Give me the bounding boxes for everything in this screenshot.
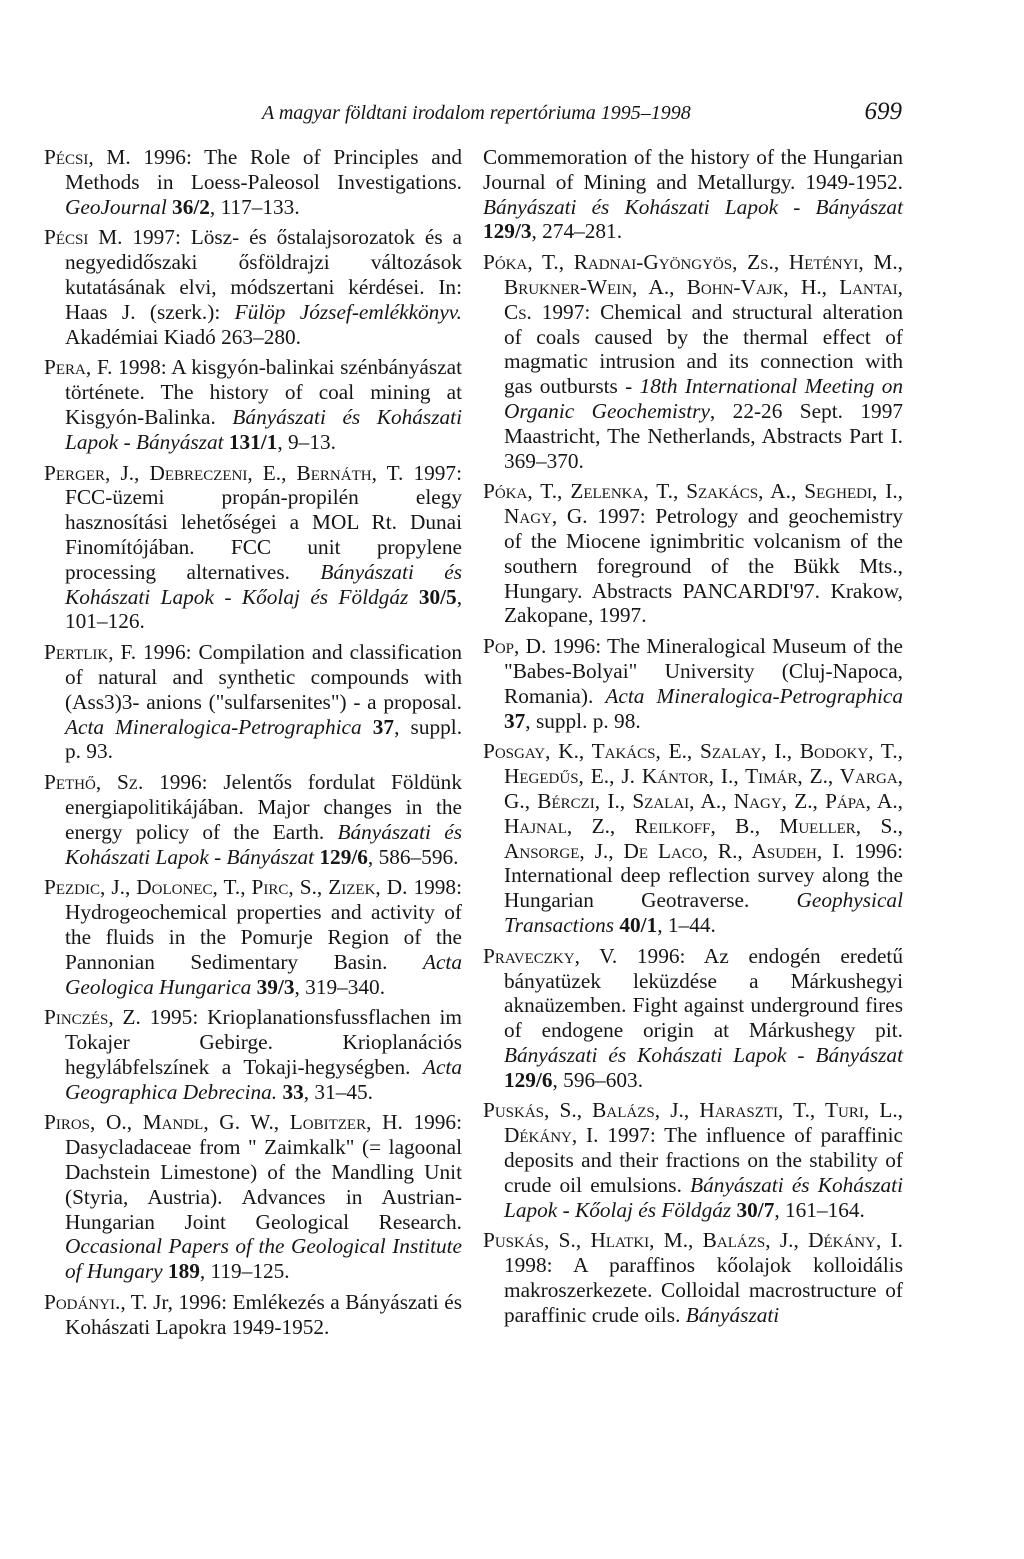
bibliography-entry <box>44 1110 462 1284</box>
bibliography-entry <box>44 1290 462 1340</box>
entry-authors: Pinczés, Z. <box>44 1005 141 1030</box>
running-title: A magyar földtani irodalom repertóriuma 1995–1998 <box>262 102 691 124</box>
entry-volume: 39/3 <box>251 974 295 999</box>
bibliography-entry <box>483 250 903 473</box>
entry-authors: Póka, T., Radnai-Gyöngyös, Zs., Hetényi, M., Brukner-Wein, A., Bohn-Vajk, H., Lantai, Cs. <box>483 250 903 324</box>
entry-journal: Bányászati és Kohászati Lapok - Bányászat <box>504 1042 903 1067</box>
entry-volume: 129/3 <box>483 219 532 244</box>
entry-journal: GeoJournal <box>65 194 167 219</box>
entry-pages: , 274–281. <box>531 219 623 244</box>
bibliography-entry <box>44 875 462 999</box>
entry-pages: , 9–13. <box>277 429 336 454</box>
entry-pages: , 119–125. <box>199 1259 290 1284</box>
right-column <box>483 145 903 1334</box>
entry-text: 1998: A paraffinos kőolajok kolloidális makroszerkezete. Colloidal macrostructure of paraffinic crude oils. <box>504 1253 903 1327</box>
entry-journal: Acta Geographica Debrecina. <box>65 1054 462 1104</box>
entry-pages: , 101–126. <box>65 584 463 634</box>
entry-pages: , suppl. p. 98. <box>525 708 641 733</box>
bibliography-entry <box>44 1005 462 1104</box>
entry-authors: Pécsi, M. <box>44 145 131 169</box>
entry-volume: 189 <box>162 1259 200 1284</box>
entry-volume: 131/1 <box>223 429 278 454</box>
entry-text: 1996: Dasycladaceae from " Zaimkalk" (= lagoonal Dachstein Limestone) of the Mandling Unit (Styria, Austria). Advances in Austrian-Hungarian Joint Geological Research. <box>65 1110 462 1234</box>
entry-volume: 37 <box>361 714 395 739</box>
entry-authors: Pethő, Sz. <box>44 770 144 795</box>
bibliography-entry <box>44 225 462 349</box>
entry-text: 1997: The influence of paraffinic deposits and their fractions on the stability of crude oil emulsions. <box>504 1123 903 1197</box>
entry-text: Commemoration of the history of the Hungarian Journal of Mining and Metallurgy. 1949-1952. <box>483 145 903 194</box>
entry-volume: 129/6 <box>504 1067 553 1092</box>
entry-text: 1996: The Role of Principles and Methods in Loess-Paleosol Investigations. <box>65 145 462 194</box>
bibliography-entry <box>483 634 903 733</box>
entry-pages: , 161–164. <box>774 1197 865 1222</box>
entry-authors: Póka, T., Zelenka, T., Szakács, A., Seghedi, I., Nagy, G. <box>483 479 903 529</box>
entry-journal: Acta Geologica Hungarica <box>65 949 462 999</box>
entry-text: 1996: Az endogén eredetű bányatüzek leküzdése a Márkushegyi aknaüzemben. Fight against underground fires of endogene origin at Márkushegy pit. <box>504 943 903 1043</box>
bibliography-entry <box>44 145 462 219</box>
entry-text: 1997: Chemical and structural alteration of coals caused by the thermal effect of magmatic intrusion and its connection with gas outbursts - <box>504 299 903 399</box>
entry-journal: Bányászati <box>685 1302 780 1327</box>
entry-authors: Pezdic, J., Dolonec, T., Pirc, S., Zizek, D. <box>44 875 408 900</box>
entry-pages: , 31–45. <box>303 1079 373 1104</box>
entry-text: 1997: FCC-üzemi propán-propilén elegy hasznosítási lehetőségei a MOL Rt. Dunai Finomítójában. FCC unit propylene processing alternatives. <box>65 460 462 584</box>
entry-authors: Praveczky, V. <box>483 943 618 968</box>
entry-pages: , 1–44. <box>657 912 716 937</box>
bibliography-entry <box>44 770 462 869</box>
entry-journal: Geophysical Transactions <box>504 888 903 937</box>
entry-journal: Bányászati és Kohászati Lapok - Kőolaj és Földgáz <box>504 1172 903 1222</box>
entry-text: Jr, 1996: Emlékezés a Bányászati és Kohászati Lapokra 1949-1952. <box>65 1290 462 1339</box>
entry-volume: 33 <box>277 1079 304 1104</box>
bibliography-entry <box>483 739 903 937</box>
entry-volume: 30/7 <box>731 1197 775 1222</box>
entry-text: 1997: Lösz- és őstalajsorozatok és a negyedidőszaki ősföldrajzi változások kutatásának elvi, módszertani kérdései. In: Haas J. (szerk.): <box>65 225 462 324</box>
entry-pages: , 596–603. <box>552 1067 644 1092</box>
entry-authors: Pécsi M. <box>44 225 123 250</box>
entry-authors: Puskás, S., Balázs, J., Haraszti, T., Turi, L., Dékány, I. <box>483 1098 903 1148</box>
bibliography-entry <box>483 1098 903 1222</box>
entry-authors: Piros, O., Mandl, G. W., Lobitzer, H. <box>44 1110 403 1135</box>
entry-text: 1995: Krioplanationsfussflachen im Tokajer Gebirge. Krioplanációs hegylábfelszínek a Tokaji-hegységben. <box>65 1005 463 1079</box>
entry-authors: Podányi., T. <box>44 1290 148 1315</box>
bibliography-entry <box>483 944 903 1093</box>
entry-pages: , 117–133. <box>209 194 300 219</box>
entry-authors: Perger, J., Debreczeni, E., Bernáth, T. <box>44 460 404 485</box>
entry-volume: 129/6 <box>314 844 368 869</box>
page-number: 699 <box>864 98 902 125</box>
entry-volume: 30/5 <box>408 584 457 609</box>
entry-text: 1996: Jelentős fordulat Földünk energiapolitikájában. Major changes in the energy policy of the Earth. <box>65 770 462 844</box>
entry-journal: Bányászati és Kohászati Lapok - Bányászat <box>65 819 462 869</box>
entry-volume: 40/1 <box>614 912 658 937</box>
entry-pages: , 319–340. <box>294 974 386 999</box>
bibliography-entry <box>44 355 462 454</box>
entry-text: 1998: A kisgyón-balinkai szénbányászat története. The history of coal mining at Kisgyón-Balinka. <box>65 355 462 429</box>
bibliography-entry <box>483 1228 903 1327</box>
entry-pages: , 586–596. <box>367 844 459 869</box>
entry-text: 1996: The Mineralogical Museum of the "Babes-Bolyai" University (Cluj-Napoca, Romania). <box>504 634 903 708</box>
entry-pages: , suppl. p. 93. <box>65 714 463 764</box>
entry-pages: Akadémiai Kiadó 263–280. <box>65 324 301 349</box>
entry-authors: Pera, F. <box>44 355 113 380</box>
entry-text: 1997: Petrology and geochemistry of the Miocene ignimbritic volcanism of the southern foreground of the Bükk Mts., Hungary. Abstracts PANCARDI'97. Krakow, Zakopane, 1997. <box>504 504 903 628</box>
left-column <box>44 145 462 1346</box>
entry-text: 1996: International deep reflection survey along the Hungarian Geotraverse. <box>504 838 903 913</box>
entry-text: 1998: Hydrogeochemical properties and activity of the fluids in the Pomurje Region of the Pannonian Sedimentary Basin. <box>65 875 462 974</box>
entry-journal: Fülöp József-emlékkönyv. <box>234 299 462 324</box>
entry-authors: Pertlik, F. <box>44 640 137 665</box>
entry-journal: Acta Mineralogica-Petrographica <box>65 714 362 739</box>
entry-journal: Bányászati és Kohászati Lapok - Kőolaj és Földgáz <box>65 559 463 609</box>
bibliography-entry <box>44 461 462 635</box>
page-header <box>262 98 902 130</box>
entry-journal: Acta Mineralogica-Petrographica <box>605 683 903 708</box>
entry-volume: 36/2 <box>166 194 210 219</box>
entry-journal: Occasional Papers of the Geological Institute of Hungary <box>65 1234 462 1284</box>
entry-pages: , 22-26 Sept. 1997 Maastricht, The Netherlands, Abstracts Part I. 369–370. <box>504 398 903 473</box>
entry-journal: Bányászati és Kohászati Lapok - Bányászat <box>483 194 903 219</box>
bibliography-entry <box>44 640 462 764</box>
entry-journal: Bányászati és Kohászati Lapok - Bányászat <box>65 404 462 454</box>
entry-journal: 18th International Meeting on Organic Geochemistry <box>504 374 903 423</box>
entry-authors: Posgay, K., Takács, E., Szalay, I., Bodoky, T., Hegedűs, E., J. Kántor, I., Timár, Z., Varga, G., Bérczi, I., Szalai, A., Nagy, Z., Pápa, A., Hajnal, Z., Reilkoff, B., Mueller, S., Ansorge, J., De Laco, R., Asudeh, I. <box>483 739 903 863</box>
entry-text: 1996: Compilation and classification of natural and synthetic compounds with (Ass3)3- anions ("sulfarsenites") - a proposal. <box>65 640 462 714</box>
entry-authors: Pop, D. <box>483 634 547 659</box>
bibliography-entry <box>483 479 903 628</box>
entry-authors: Puskás, S., Hlatki, M., Balázs, J., Dékány, I. <box>483 1228 903 1253</box>
bibliography-entry <box>483 145 903 244</box>
entry-volume: 37 <box>504 708 526 733</box>
